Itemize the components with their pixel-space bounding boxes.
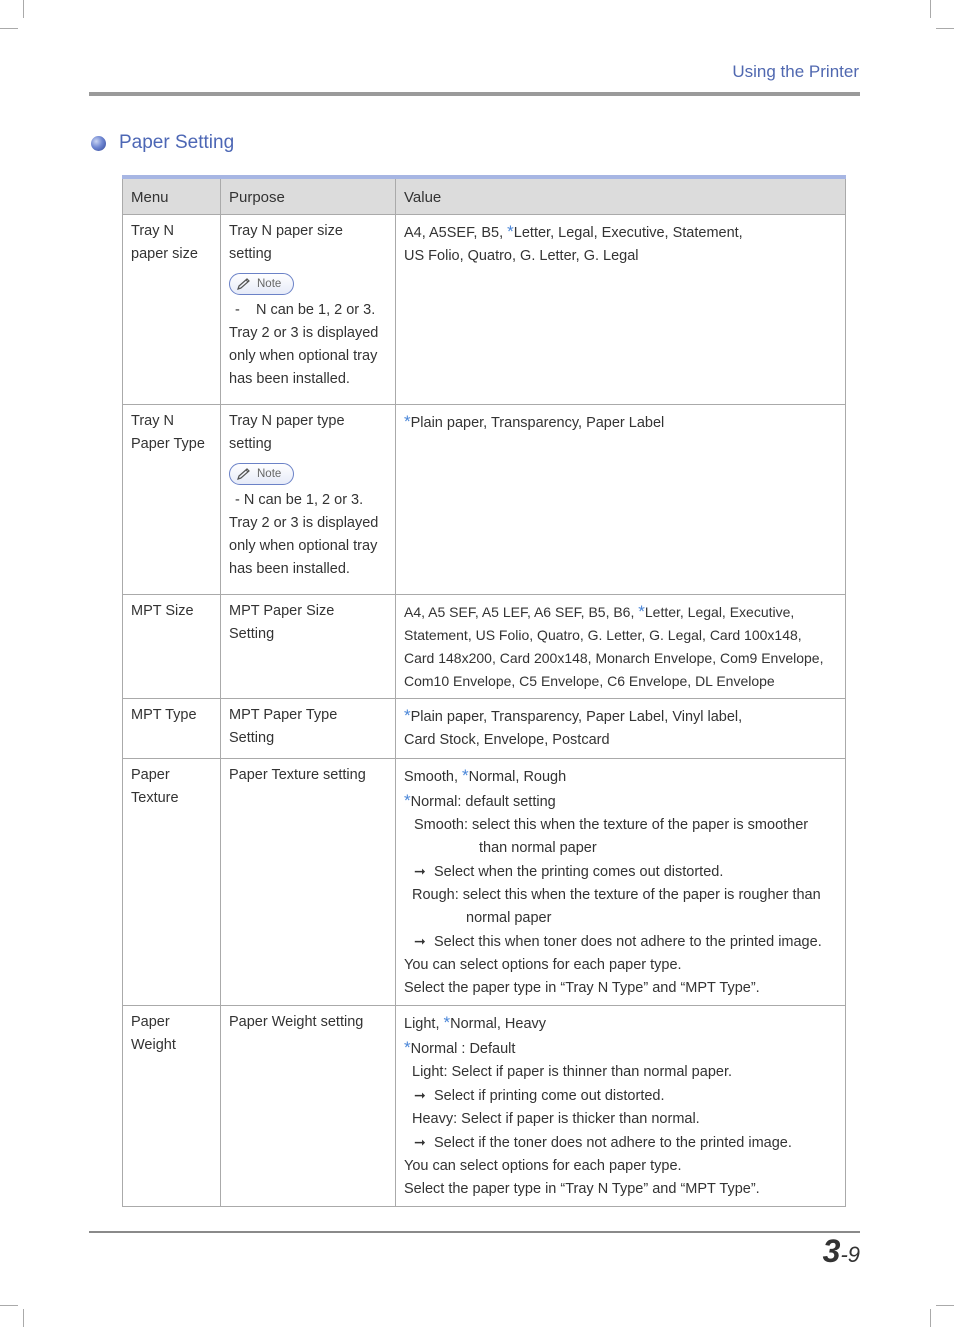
purpose-cell: Paper Texture setting — [221, 759, 396, 1006]
default-marker: * — [462, 766, 469, 785]
arrow-icon: ➞ — [414, 1087, 426, 1103]
value-cell: Light, *Normal, Heavy *Normal : Default Light: Select if paper is thinner than normal paper. ➞ Select if printing come out distorted. Heavy: Select if paper is thicker than normal. ➞ Select if the toner does not adhere to the printed image. You can select options for each paper type. Select the paper type in “Tray N Type” and “MPT Type”. — [396, 1006, 846, 1207]
default-marker: * — [404, 791, 411, 810]
crop-mark — [930, 1309, 931, 1327]
table-row — [123, 595, 846, 699]
crop-mark — [930, 0, 931, 18]
crop-mark — [936, 28, 954, 29]
pencil-icon — [236, 277, 252, 291]
table-header-row — [123, 177, 846, 215]
table-row — [123, 1006, 846, 1207]
chapter-number: 3 — [822, 1233, 841, 1269]
table-row — [123, 759, 846, 1006]
value-cell: *Plain paper, Transparency, Paper Label — [396, 405, 846, 595]
page-number — [823, 1233, 860, 1270]
header-menu: Menu — [123, 177, 221, 215]
section-heading — [91, 132, 234, 154]
purpose-cell: Tray N paper size setting Note - N can be 1, 2 or 3. Tray 2 or 3 is displayed only when optional tray has been installed. — [221, 215, 396, 405]
note-badge: Note — [229, 463, 294, 485]
default-marker: * — [443, 1013, 451, 1032]
header-value: Value — [396, 177, 846, 215]
value-cell: Smooth, *Normal, Rough *Normal: default setting Smooth: select this when the texture of the paper is smoother than normal paper ➞ Select when the printing comes out distorted. Rough: select this when the texture of the paper is rougher than normal paper ➞ Select this when toner does not adhere to the printed image. You can select options for each paper type. Select the paper type in “Tray N Type” and “MPT Type”. — [396, 759, 846, 1006]
page-index: -9 — [840, 1242, 860, 1267]
menu-cell: Tray N paper size — [123, 215, 221, 405]
crop-mark — [0, 1305, 18, 1306]
pencil-icon — [236, 467, 252, 481]
menu-cell: MPT Size — [123, 595, 221, 699]
purpose-cell: MPT Paper Type Setting — [221, 699, 396, 759]
arrow-icon: ➞ — [414, 933, 426, 949]
table-row — [123, 215, 846, 405]
paper-setting-table — [122, 175, 846, 1207]
menu-cell: Tray N Paper Type — [123, 405, 221, 595]
crop-mark — [23, 0, 24, 18]
running-head: Using the Printer — [732, 62, 859, 81]
section-title: Paper Setting — [119, 132, 235, 153]
value-cell: A4, A5SEF, B5, *Letter, Legal, Executive, Statement, US Folio, Quatro, G. Letter, G. Legal — [396, 215, 846, 405]
footer-rule — [89, 1231, 860, 1233]
menu-cell: MPT Type — [123, 699, 221, 759]
value-cell: *Plain paper, Transparency, Paper Label, Vinyl label, Card Stock, Envelope, Postcard — [396, 699, 846, 759]
note-badge: Note — [229, 273, 294, 295]
default-marker: * — [404, 1038, 411, 1057]
value-cell: A4, A5 SEF, A5 LEF, A6 SEF, B5, B6, *Letter, Legal, Executive, Statement, US Folio, Quatro, G. Letter, G. Legal, Card 100x148, Card 148x200, Card 200x148, Monarch Envelope, Com9 Envelope, Com10 Envelope, C5 Envelope, C6 Envelope, DL Envelope — [396, 595, 846, 699]
default-marker: * — [638, 602, 645, 621]
bullet-icon — [91, 136, 106, 151]
table-row — [123, 405, 846, 595]
default-marker: * — [404, 412, 411, 431]
purpose-cell: Paper Weight setting — [221, 1006, 396, 1207]
header-rule — [89, 92, 860, 96]
header-purpose: Purpose — [221, 177, 396, 215]
default-marker: * — [507, 222, 514, 241]
arrow-icon: ➞ — [414, 863, 426, 879]
crop-mark — [936, 1305, 954, 1306]
table-row — [123, 699, 846, 759]
default-marker: * — [404, 706, 411, 725]
menu-cell: Paper Weight — [123, 1006, 221, 1207]
menu-cell: Paper Texture — [123, 759, 221, 1006]
crop-mark — [0, 28, 18, 29]
purpose-cell: MPT Paper Size Setting — [221, 595, 396, 699]
purpose-cell: Tray N paper type setting Note - N can be 1, 2 or 3. Tray 2 or 3 is displayed only when optional tray has been installed. — [221, 405, 396, 595]
crop-mark — [23, 1309, 24, 1327]
arrow-icon: ➞ — [414, 1134, 426, 1150]
